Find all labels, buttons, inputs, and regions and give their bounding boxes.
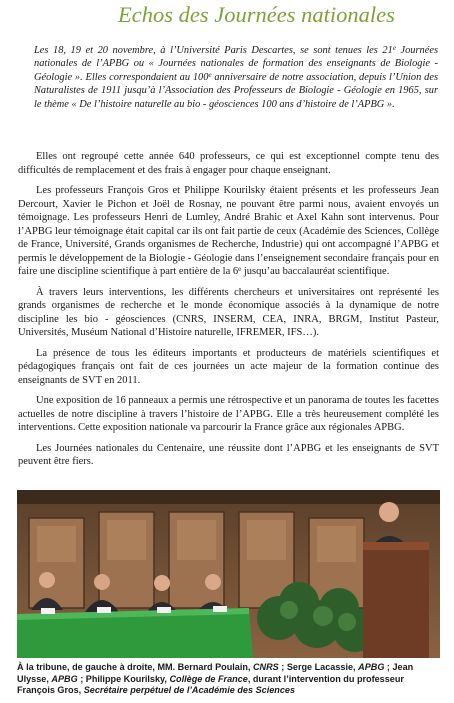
paragraph-speakers-text-2: jusqu’au baccalauréat scientifique.: [241, 266, 390, 277]
caption-text-4: ; Philippe Kourilsky,: [77, 673, 170, 684]
paragraph-speakers-sup: e: [238, 265, 242, 273]
event-photo: [17, 490, 440, 658]
caption-text-2: ; Serge Lacassie,: [278, 662, 359, 672]
article-title: Echos des Journées nationales: [118, 2, 395, 27]
intro-block: [34, 44, 438, 111]
paragraph-speakers-text-1: Les professeurs François Gros et Philippe Kourilsky étaient présents et les professeurs Jean Dercourt, Xavier le Pichon et Joël de Rosnay, ne pouvant être parmi nous, avaient envoyés un témoignage. Les professeurs Henri de Lumley, André Brahic et Axel Kahn sont intervenus. Pour l’APBG leur témoignage était capital car ils ont fait partie de ceux (Académie des Sciences, Collège de France, Université, Grands organismes de Recherche, Industrie) qui ont accompagné l’APBG et permis le développement de la Biologie - Géologie dans l’enseignement secondaire français pour en faire une discipline scientifique à part entière de la 6: [18, 185, 440, 277]
intro-text-1: Les 18, 19 et 20 novembre, à l’Université Paris Descartes, se sont tenues les 21: [34, 45, 393, 56]
caption-text-1: À la tribune, de gauche à droite, MM. Bernard Poulain,: [17, 662, 253, 672]
paragraph-participants: Elles ont regroupé cette année 640 professeurs, ce qui est exceptionnel compte tenu des difficultés de remplacement et des frais à engager pour chaque enseignant.: [18, 151, 439, 176]
caption-affiliation-4: Collège de France: [169, 673, 248, 684]
paragraph-publishers: La présence de tous les éditeurs importants et producteurs de matériels scientifiques et pédagogiques français ont fait de ces journées un acte majeur de la formation continue des enseignants de SVT en 2011.: [18, 347, 439, 386]
photo-caption: [17, 662, 442, 697]
intro-sup-1: e: [392, 44, 396, 52]
paragraph-research: À travers leurs interventions, les différents chercheurs et universitaires ont représenté les grands organismes de recherche et le monde économique associés à la dynamique de notre discipline les bio - géosciences (CNRS, INSERM, CEA, INRA, BRGM, Institut Pasteur, Universités, Muséum National d’Histoire naturelle, IFREMER, IFS…).: [18, 286, 439, 338]
intro-text-2: Journées nationales de l’APBG ou « Journées nationales de formation des enseignants de Biologie - Géologie ». Elles correspondaient au 100: [34, 45, 439, 83]
caption-affiliation-5: Secrétaire perpétuel de l’Académie des Sciences: [83, 685, 296, 696]
intro-sup-2: e: [208, 70, 212, 79]
paragraph-conclusion: Les Journées nationales du Centenaire, une réussite dont l’APBG et les enseignants de SVT peuvent être fiers.: [18, 442, 439, 467]
caption-affiliation-1: CNRS: [252, 662, 279, 672]
caption-affiliation-3: APBG: [51, 673, 78, 684]
caption-affiliation-2: APBG: [358, 662, 385, 672]
caption-text-5: , durant l’intervention du professeur François Gros,: [17, 673, 404, 696]
caption-text-3: ; Jean Ulysse,: [17, 662, 414, 684]
photo-illustration: [17, 490, 440, 658]
intro-text-3: anniversaire de notre association, depuis l’Union des Naturalistes de 1911 jusqu’à l’Association des Professeurs de Biologie - Géologie en 1965, sur le thème « De l’histoire naturelle au bio - géosciences 100 ans d’histoire de l’APBG ».: [34, 71, 438, 110]
paragraph-exhibition: Une exposition de 16 panneaux a permis une rétrospective et un panorama de toutes les facettes actuelles de notre discipline à travers l’histoire de l’APBG. Elle a très heureusement complété les interventions. Cette exposition nationale va parcourir la France grâce aux régionales APBG.: [18, 395, 439, 433]
article-body: [18, 150, 439, 476]
intro-paragraph: [34, 44, 438, 111]
paragraph-speakers: [18, 184, 439, 279]
